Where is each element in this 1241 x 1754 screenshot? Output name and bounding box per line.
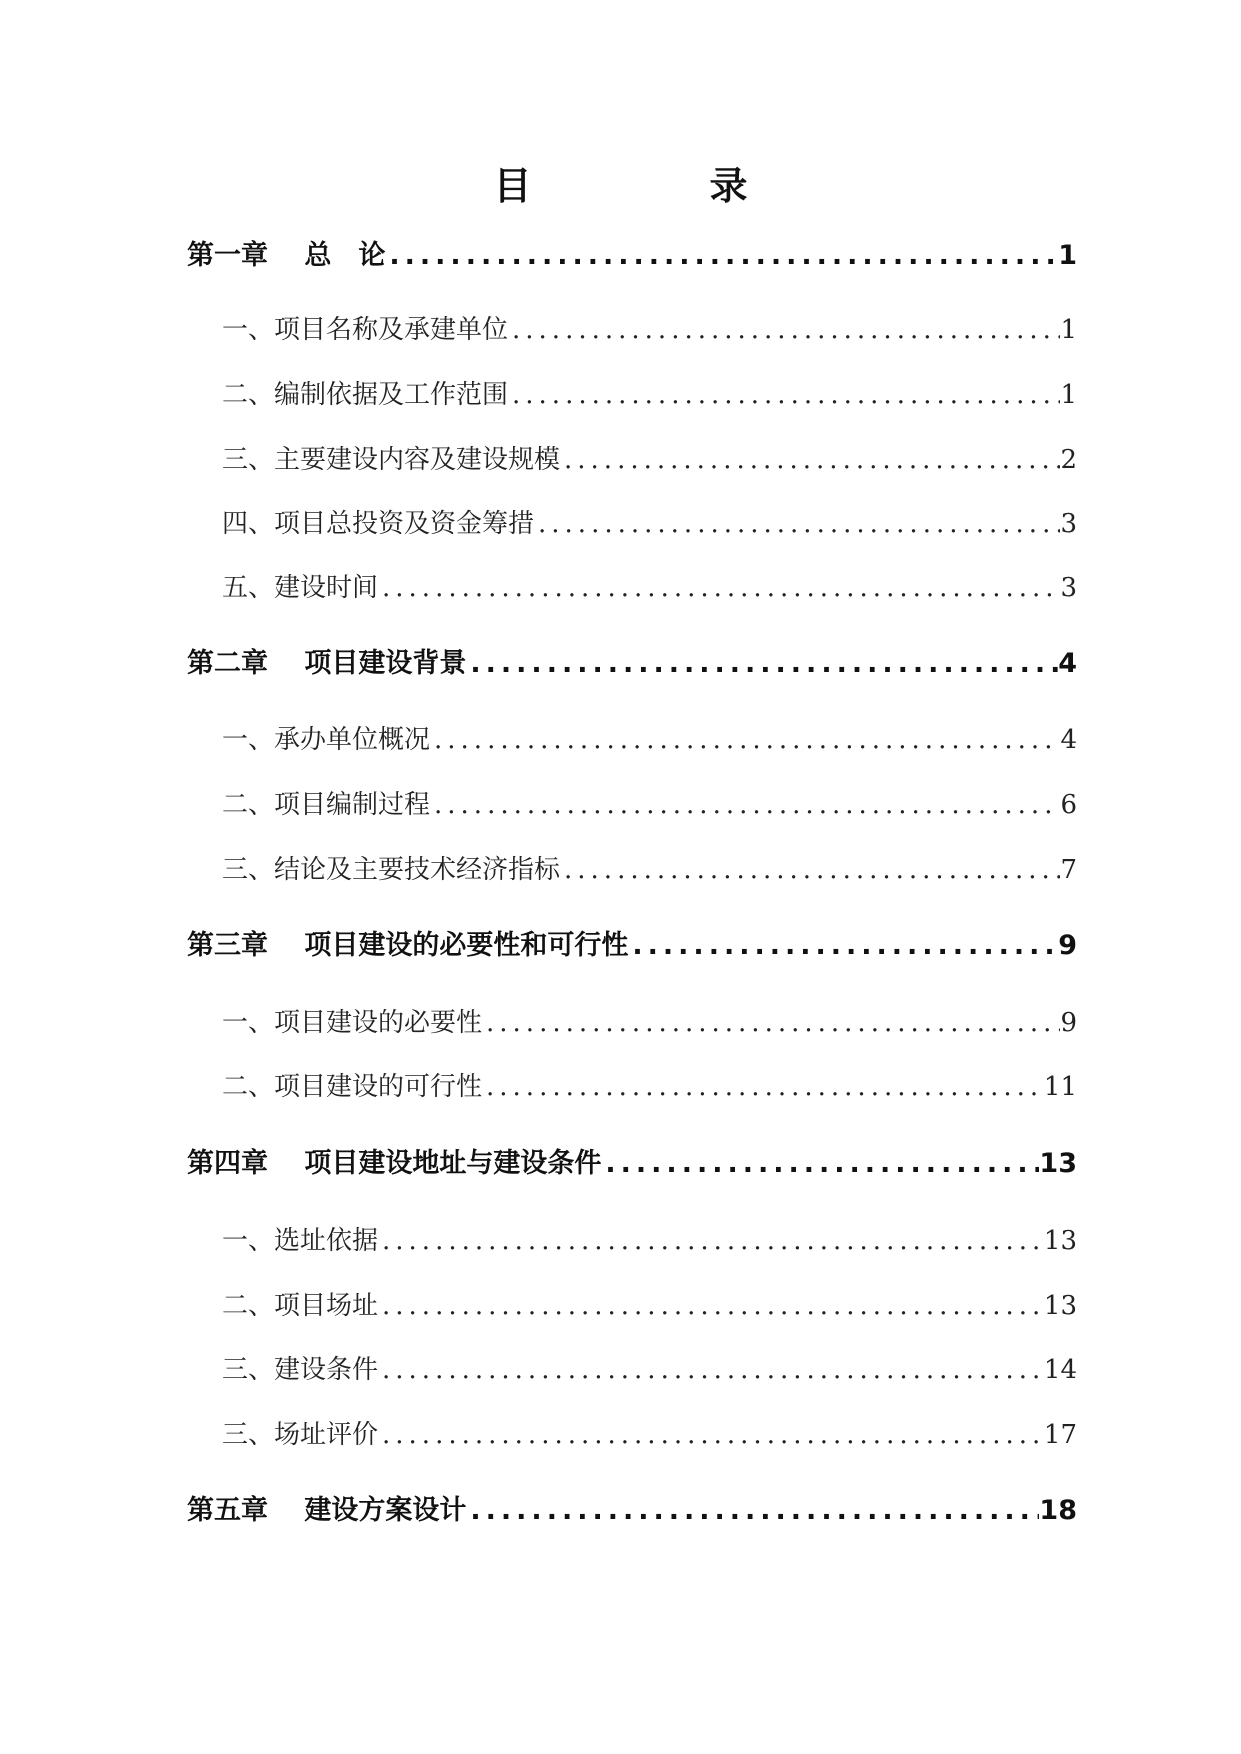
toc-entry-section[interactable] (222, 440, 1077, 480)
toc-entry-section[interactable] (222, 310, 1077, 350)
toc-entry-text: 三、主要建设内容及建设规模 (222, 445, 561, 475)
toc-dot-leader (534, 504, 1060, 544)
toc-page-number: 2 (1060, 445, 1077, 475)
toc-entry-text: 第四章 项目建设地址与建设条件 (187, 1148, 602, 1179)
toc-entry-text: 二、项目场址 (222, 1291, 379, 1321)
toc-title: 目 录 (493, 164, 818, 208)
toc-entry-text: 四、项目总投资及资金筹措 (222, 509, 535, 539)
toc-entry-section[interactable] (222, 1003, 1077, 1043)
toc-dot-leader (482, 1003, 1060, 1043)
toc-entry-section[interactable] (222, 850, 1077, 890)
toc-entry-section[interactable] (222, 1067, 1077, 1107)
toc-entry-section[interactable] (222, 1350, 1077, 1390)
toc-entry-section[interactable] (222, 568, 1077, 608)
toc-dot-leader (378, 1415, 1044, 1455)
toc-entry-section[interactable] (222, 1415, 1077, 1455)
toc-entry-chapter-4[interactable] (187, 1144, 1077, 1184)
toc-entry-text: 二、项目编制过程 (222, 790, 431, 820)
toc-page-number: 6 (1060, 790, 1077, 820)
toc-entry-text: 一、项目名称及承建单位 (222, 315, 509, 345)
toc-entry-text: 第二章 项目建设背景 (187, 648, 467, 679)
toc-entry-text: 二、编制依据及工作范围 (222, 380, 509, 410)
toc-entry-text: 三、场址评价 (222, 1420, 379, 1450)
toc-page-number: 1 (1058, 240, 1077, 271)
toc-dot-leader (466, 1491, 1039, 1531)
toc-entry-section[interactable] (222, 504, 1077, 544)
toc-entry-text: 第一章 总 论 (187, 240, 386, 271)
toc-page-number: 1 (1060, 380, 1077, 410)
toc-dot-leader (508, 375, 1060, 415)
toc-dot-leader (560, 440, 1060, 480)
toc-dot-leader (628, 926, 1058, 966)
toc-page-number: 18 (1039, 1495, 1077, 1526)
toc-entry-text: 五、建设时间 (222, 573, 379, 603)
toc-dot-leader (430, 720, 1060, 760)
toc-page-number: 9 (1058, 930, 1077, 961)
toc-dot-leader (378, 568, 1060, 608)
toc-page-number: 17 (1043, 1420, 1077, 1450)
toc-entry-section[interactable] (222, 1221, 1077, 1261)
toc-dot-leader (378, 1286, 1044, 1326)
toc-entry-chapter-1[interactable] (187, 236, 1077, 276)
toc-page-number: 13 (1039, 1148, 1077, 1179)
toc-page-number: 13 (1043, 1226, 1077, 1256)
toc-dot-leader (430, 785, 1060, 825)
toc-page-number: 4 (1058, 648, 1077, 679)
toc-entry-text: 第五章 建设方案设计 (187, 1495, 467, 1526)
toc-entry-text: 一、选址依据 (222, 1226, 379, 1256)
toc-page-number: 9 (1060, 1008, 1077, 1038)
toc-entry-section[interactable] (222, 785, 1077, 825)
toc-page-number: 1 (1060, 315, 1077, 345)
toc-entry-text: 三、建设条件 (222, 1355, 379, 1385)
toc-dot-leader (378, 1350, 1044, 1390)
toc-dot-leader (508, 310, 1060, 350)
toc-page-number: 7 (1060, 855, 1077, 885)
toc-dot-leader (385, 236, 1058, 276)
toc-page-number: 14 (1043, 1355, 1077, 1385)
toc-dot-leader (378, 1221, 1044, 1261)
toc-dot-leader (601, 1144, 1039, 1184)
toc-entry-text: 二、项目建设的可行性 (222, 1072, 483, 1102)
toc-entry-chapter-2[interactable] (187, 644, 1077, 684)
toc-page-number: 4 (1060, 725, 1077, 755)
toc-dot-leader (482, 1067, 1044, 1107)
toc-entry-text: 一、承办单位概况 (222, 725, 431, 755)
toc-page-number: 3 (1060, 509, 1077, 539)
toc-entry-chapter-3[interactable] (187, 926, 1077, 966)
toc-page-number: 13 (1043, 1291, 1077, 1321)
toc-entry-chapter-5[interactable] (187, 1491, 1077, 1531)
toc-entry-section[interactable] (222, 375, 1077, 415)
toc-entry-text: 一、项目建设的必要性 (222, 1008, 483, 1038)
toc-entry-text: 第三章 项目建设的必要性和可行性 (187, 930, 629, 961)
toc-page-number: 3 (1060, 573, 1077, 603)
toc-entry-section[interactable] (222, 1286, 1077, 1326)
toc-page-number: 11 (1043, 1072, 1077, 1102)
toc-dot-leader (466, 644, 1058, 684)
toc-entry-text: 三、结论及主要技术经济指标 (222, 855, 561, 885)
toc-entry-section[interactable] (222, 720, 1077, 760)
toc-dot-leader (560, 850, 1060, 890)
